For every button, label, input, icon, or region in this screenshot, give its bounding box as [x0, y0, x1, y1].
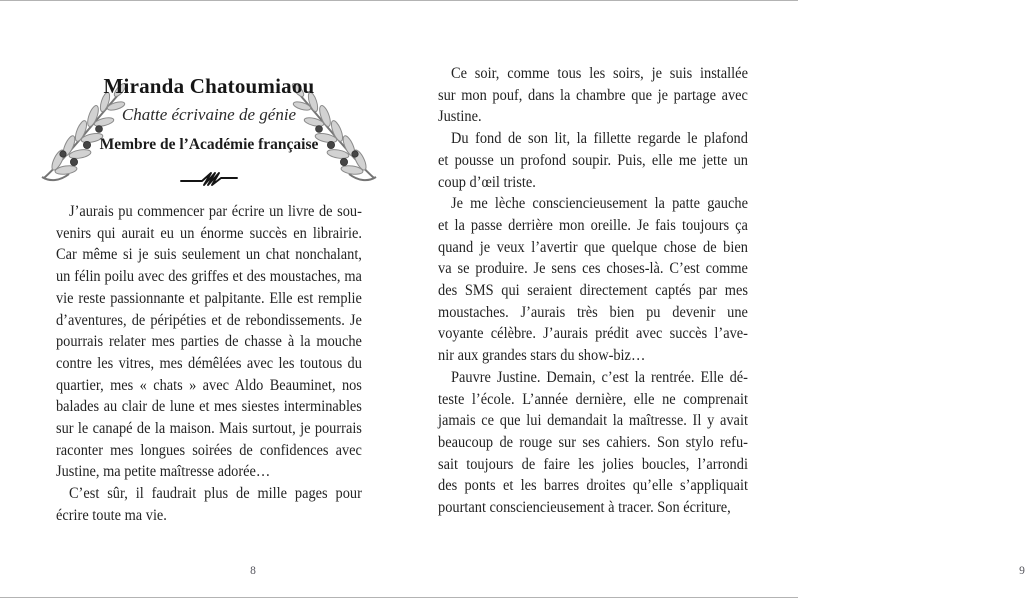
paragraph	[438, 128, 748, 193]
text-line: écrire toute ma vie.	[56, 506, 167, 524]
text-line: beaucoup de rouge sur ses cahiers. Son stylo refu-	[438, 433, 748, 451]
text-line: J’aurais pu commencer par écrire un livre de sou-	[68, 203, 362, 220]
text-line: contre les vitres, mes démêlées avec les toutous du	[56, 354, 362, 372]
text-line: moustaches. J’aurais très bien pu devenir une	[438, 303, 748, 321]
author-title: Miranda Chatoumiaou	[103, 74, 315, 98]
page-number-left: 8	[250, 565, 256, 577]
text-line: balades au clair de lune et mes siestes interminables	[56, 398, 362, 416]
text-line: Pauvre Justine. Demain, c’est la rentrée. Elle dé-	[450, 368, 748, 386]
text-line: et pousse un profond soupir. Puis, elle me jette un	[438, 151, 748, 169]
text-line: quand je veux l’avertir que quelque chose de bien	[438, 238, 748, 256]
right-page[interactable]	[438, 0, 1025, 601]
author-subtitle: Chatte écrivaine de génie	[121, 105, 297, 124]
text-line: vie reste passionnante et palpitante. Elle est remplie	[56, 289, 362, 307]
text-line: quartier, mes « chats » avec Aldo Beauminet, nos	[56, 376, 362, 394]
right-page-text	[438, 63, 748, 519]
text-line: nir aux grandes stars du show-biz…	[438, 347, 646, 365]
text-line: des ponts et les barres droites qu’elle s’appliquait	[438, 477, 748, 495]
text-line: sait toujours de faire les jolies boucles, l’arrondi	[438, 455, 748, 473]
text-line: raconter mes longues soirées de confidences avec	[56, 441, 362, 459]
left-page[interactable]	[56, 0, 362, 601]
text-line: Du fond de son lit, la fillette regarde le plafond	[450, 130, 748, 148]
text-line: pourrais relater mes parties de chasse à la mouche	[56, 333, 362, 351]
paragraph	[56, 483, 362, 526]
window-bottom-edge	[0, 597, 798, 598]
page-number-right: 9	[1019, 565, 1025, 577]
text-line: Justine.	[438, 108, 482, 126]
paragraph	[438, 193, 748, 367]
text-line: Car même si je suis seulement un chat nonchalant,	[56, 246, 362, 264]
text-line: et la passe derrière mon oreille. Je fais toujours ça	[438, 216, 748, 234]
text-line: va se produire. Je sens ces choses-là. C’est comme	[438, 260, 748, 278]
text-line: jamais ce que lui demandait la maîtresse. Il y avait	[438, 412, 748, 430]
text-line: teste l’école. L’année dernière, elle ne comprenait	[438, 390, 748, 408]
paragraph	[56, 201, 362, 483]
author-affiliation: Membre de l’Académie française	[99, 136, 319, 153]
paragraph	[438, 367, 748, 519]
text-line: sur le canapé de la maison. Mais surtout, je pourrais	[56, 420, 362, 438]
text-line: un félin poilu avec des griffes et des moustaches, ma	[56, 268, 362, 286]
text-line: Je me lèche consciencieusement la patte gauche	[450, 195, 748, 213]
text-line: d’aventures, de péripéties et de rebondissements. Je	[56, 311, 362, 329]
text-line: pourtant consciencieusement à tracer. Son écriture,	[438, 499, 731, 517]
left-page-text	[56, 201, 362, 527]
text-line: voyante célèbre. J’aurais prédit avec succès l’ave-	[438, 325, 748, 343]
text-line: sur mon pouf, dans la chambre que je partage avec	[438, 86, 748, 104]
text-line: Ce soir, comme tous les soirs, je suis installée	[450, 65, 748, 82]
text-line: Justine, ma petite maîtresse adorée…	[56, 463, 271, 481]
text-line: venirs qui aurait eu un énorme succès en librairie.	[56, 224, 362, 242]
text-line: C’est sûr, il faudrait plus de mille pages pour	[68, 485, 362, 503]
text-line: des SMS qui seraient directement captés par mes	[438, 282, 748, 300]
squiggle-divider-icon	[56, 170, 362, 193]
paragraph	[438, 63, 748, 128]
text-line: coup d’œil triste.	[438, 173, 536, 191]
